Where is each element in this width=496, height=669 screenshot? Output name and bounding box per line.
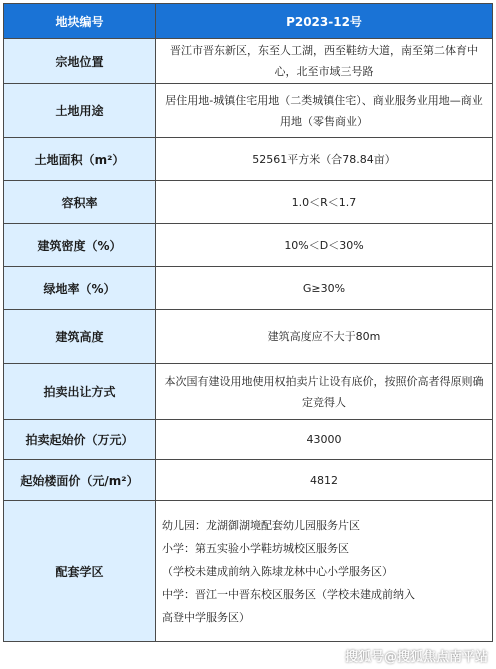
table-row — [4, 310, 493, 364]
row-value: G≥30% — [156, 267, 493, 310]
row-label: 配套学区 — [4, 501, 156, 642]
row-value: 居住用地-城镇住宅用地（二类城镇住宅）、商业服务业用地—商业用地（零售商业） — [156, 84, 493, 138]
row-label: 拍卖起始价（万元） — [4, 420, 156, 460]
row-value: 建筑高度应不大于80m — [156, 310, 493, 364]
row-value: 本次国有建设用地使用权拍卖片让设有底价，按照价高者得原则确定竞得人 — [156, 364, 493, 420]
watermark: 搜狐号@搜狐焦点南平站 — [344, 650, 488, 665]
row-value: 43000 — [156, 420, 493, 460]
school-line: 高登中学服务区） — [162, 610, 250, 624]
row-value: 1.0＜R＜1.7 — [156, 181, 493, 224]
table-row — [4, 84, 493, 138]
row-label: 建筑高度 — [4, 310, 156, 364]
row-label: 拍卖出让方式 — [4, 364, 156, 420]
school-district-cell — [156, 501, 493, 642]
row-value: 4812 — [156, 460, 493, 501]
row-value: 晋江市晋东新区，东至人工湖，西至鞋纺大道，南至第二体育中心，北至市域三号路 — [156, 39, 493, 84]
school-line: 幼儿园：龙湖御湖境配套幼儿园服务片区 — [162, 518, 360, 532]
row-label: 土地用途 — [4, 84, 156, 138]
row-label: 绿地率（%） — [4, 267, 156, 310]
table-row — [4, 224, 493, 267]
table-row — [4, 501, 493, 642]
table-row — [4, 460, 493, 501]
row-value: 52561平方米（合78.84亩） — [156, 138, 493, 181]
table-row — [4, 181, 493, 224]
school-line: 小学：第五实验小学鞋坊城校区服务区 — [162, 541, 349, 555]
table-row — [4, 364, 493, 420]
header-value: P2023-12号 — [156, 4, 493, 39]
land-info-table — [3, 3, 493, 642]
school-line: （学校未建成前纳入陈埭龙林中心小学服务区） — [162, 564, 393, 578]
row-label: 建筑密度（%） — [4, 224, 156, 267]
table-row — [4, 420, 493, 460]
table-header-row — [4, 4, 493, 39]
school-line: 中学：晋江一中晋东校区服务区（学校未建成前纳入 — [162, 587, 415, 601]
header-label: 地块编号 — [4, 4, 156, 39]
row-label: 土地面积（m²） — [4, 138, 156, 181]
row-label: 起始楼面价（元/m²） — [4, 460, 156, 501]
row-label: 宗地位置 — [4, 39, 156, 84]
table-row — [4, 267, 493, 310]
table-row — [4, 138, 493, 181]
row-value: 10%＜D＜30% — [156, 224, 493, 267]
table-row — [4, 39, 493, 84]
row-label: 容积率 — [4, 181, 156, 224]
